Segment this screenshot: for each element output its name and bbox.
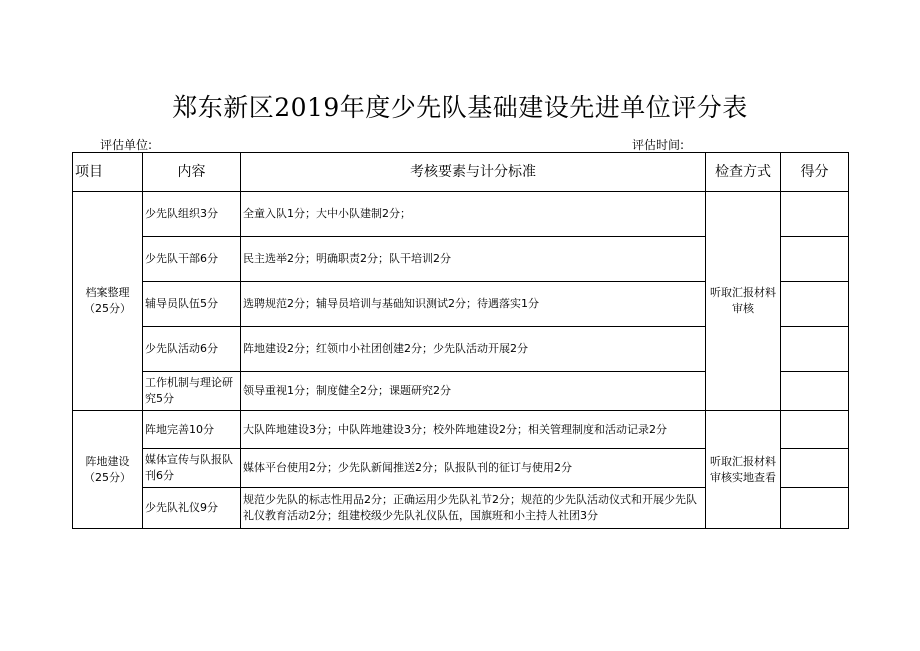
score-cell[interactable] [781,488,849,529]
criteria-cell: 全童入队1分；大中小队建制2分； [241,192,706,237]
content-cell: 工作机制与理论研究5分 [143,372,241,411]
content-cell: 少先队组织3分 [143,192,241,237]
page-title: 郑东新区2019年度少先队基础建设先进单位评分表 [172,93,748,122]
score-cell[interactable] [781,282,849,327]
criteria-cell: 选聘规范2分；辅导员培训与基础知识测试2分；待遇落实1分 [241,282,706,327]
criteria-cell: 大队阵地建设3分；中队阵地建设3分；校外阵地建设2分；相关管理制度和活动记录2分 [241,411,706,449]
content-cell: 少先队干部6分 [143,237,241,282]
score-cell[interactable] [781,192,849,237]
score-cell[interactable] [781,327,849,372]
table-row [73,411,849,449]
criteria-cell: 阵地建设2分；红领巾小社团创建2分；少先队活动开展2分 [241,327,706,372]
criteria-cell: 规范少先队的标志性用品2分；正确运用少先队礼节2分；规范的少先队活动仪式和开展少先队礼仪教育活动2分；组建校级少先队礼仪队伍，国旗班和小主持人社团3分 [241,488,706,529]
table-row [73,192,849,237]
category-archive: 档案整理（25分） [73,192,143,411]
content-cell: 少先队礼仪9分 [143,488,241,529]
score-cell[interactable] [781,449,849,488]
header-row [73,153,849,192]
header-method: 检查方式 [706,153,781,192]
content-cell: 阵地完善10分 [143,411,241,449]
criteria-cell: 媒体平台使用2分；少先队新闻推送2分；队报队刊的征订与使用2分 [241,449,706,488]
content-cell: 少先队活动6分 [143,327,241,372]
score-cell[interactable] [781,372,849,411]
category-position: 阵地建设（25分） [73,411,143,529]
criteria-cell: 民主选举2分；明确职责2分；队干培训2分 [241,237,706,282]
criteria-cell: 领导重视1分；制度健全2分；课题研究2分 [241,372,706,411]
header-criteria: 考核要素与计分标准 [241,153,706,192]
method-position: 听取汇报材料审核实地查看 [706,411,781,529]
score-cell[interactable] [781,237,849,282]
evaluation-time-label: 评估时间: [632,138,685,152]
header-content: 内容 [143,153,241,192]
evaluation-unit-label: 评估单位: [100,138,153,152]
content-cell: 辅导员队伍5分 [143,282,241,327]
content-cell: 媒体宣传与队报队刊6分 [143,449,241,488]
method-archive: 听取汇报材料审核 [706,192,781,411]
header-score: 得分 [781,153,849,192]
score-cell[interactable] [781,411,849,449]
header-project: 项目 [73,153,143,192]
score-table [72,152,849,529]
